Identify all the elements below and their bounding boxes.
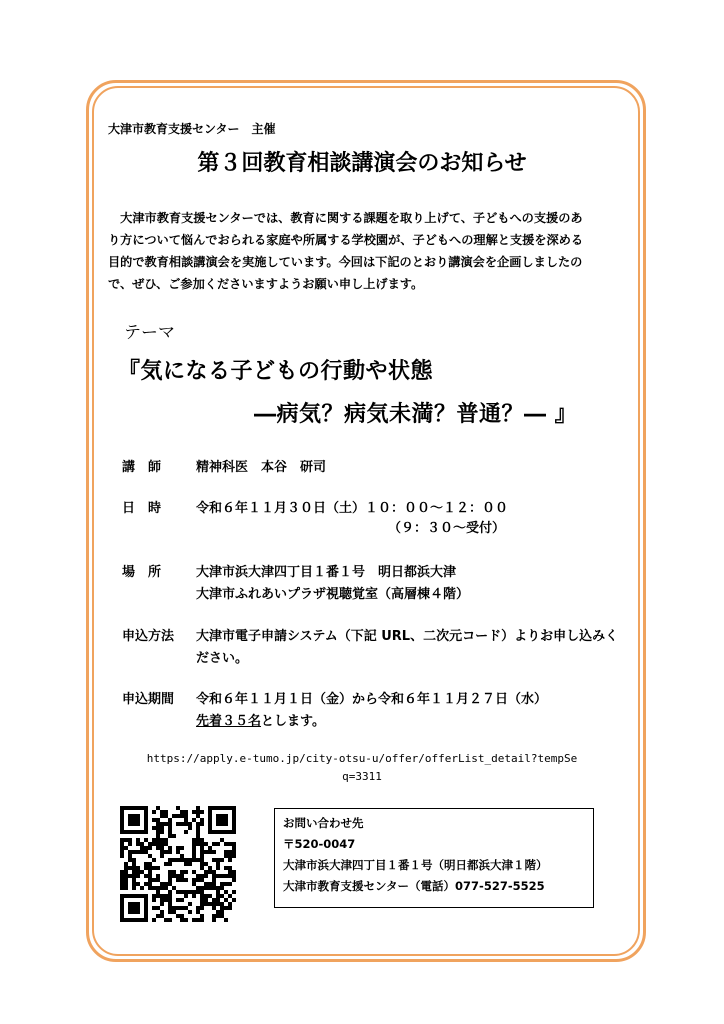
lecturer-value: 精神科医 本谷 研司 [196, 460, 327, 475]
method-label: 申込方法 [122, 629, 175, 644]
contact-postal: 〒520-0047 [283, 837, 356, 851]
period-line-2 [196, 710, 325, 729]
intro-line: で、ぜひ、ご参加くださいますようお願い申し上げます。 [108, 277, 424, 291]
theme-line-2: ―病気？病気未満？普通？― 』 [254, 402, 578, 427]
method-line-1: 大津市電子申請システム（下記 URL、二次元コード）よりお申し込みく [196, 629, 619, 644]
lecturer-label: 講 師 [122, 460, 162, 475]
venue-line-2: 大津市ふれあいプラザ視聴覚室（高層棟４階） [196, 587, 470, 602]
intro-line: り方について悩んでおられる家庭や所属する学校園が、子どもへの理解と支援を深める [108, 233, 584, 247]
application-url-line-1[interactable]: https://apply.e-tumo.jp/city-otsu-u/offer/offerList_detail?tempSe [146, 752, 578, 765]
datetime-value: 令和６年１１月３０日（土）１０：００～１２：００ [196, 501, 509, 516]
period-line-1: 令和６年１１月１日（金）から令和６年１１月２７日（水） [196, 692, 548, 707]
intro-paragraph [108, 207, 628, 295]
datetime-label: 日 時 [122, 501, 162, 516]
page-title: 第３回教育相談講演会のお知らせ [197, 151, 527, 176]
first-come-limit: 先着３５名 [196, 714, 262, 729]
datetime-reception: （９：３０～受付） [388, 521, 506, 536]
contact-address: 大津市浜大津四丁目１番１号（明日都浜大津１階） [283, 858, 548, 872]
organizer-line: 大津市教育支援センター 主催 [108, 122, 276, 136]
theme-line-1: 『気になる子どもの行動や状態 [118, 359, 434, 384]
method-line-2: ださい。 [196, 651, 249, 666]
period-label: 申込期間 [122, 692, 175, 707]
venue-line-1: 大津市浜大津四丁目１番１号 明日都浜大津 [196, 565, 457, 580]
application-url-line-2[interactable]: q=3311 [342, 770, 382, 783]
qr-code-icon[interactable] [120, 806, 236, 922]
contact-heading: お問い合わせ先 [283, 816, 364, 830]
intro-line: 大津市教育支援センターでは、教育に関する課題を取り上げて、子どもへの支援のあ [108, 211, 583, 225]
theme-label: テーマ [124, 323, 175, 343]
intro-line: 目的で教育相談講演会を実施しています。今回は下記のとおり講演会を企画しましたの [108, 255, 583, 269]
period-line-2-rest: とします。 [261, 714, 325, 729]
contact-box [274, 808, 594, 908]
contact-org-phone: 大津市教育支援センター（電話）077-527-5525 [283, 879, 545, 893]
venue-label: 場 所 [122, 565, 162, 580]
